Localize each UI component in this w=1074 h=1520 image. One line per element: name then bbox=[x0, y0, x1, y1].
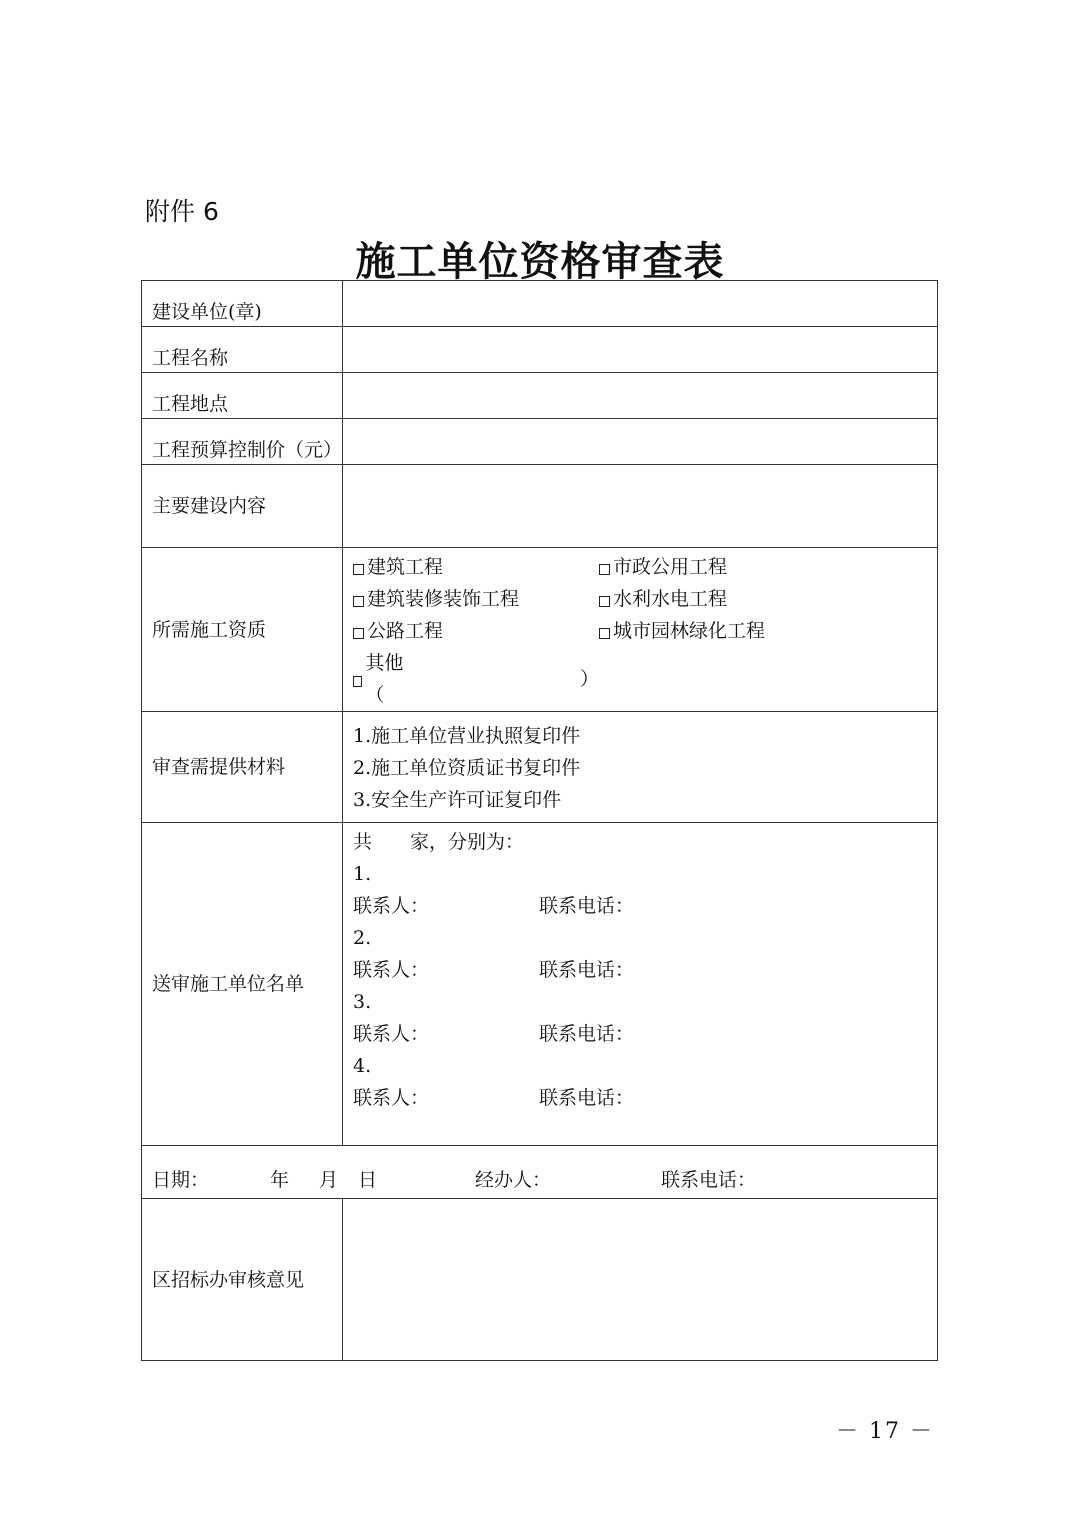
label-budget: 工程预算控制价（元） bbox=[142, 419, 343, 465]
label-review: 区招标办审核意见 bbox=[142, 1199, 343, 1361]
day-label: 日 bbox=[358, 1169, 378, 1191]
checkbox-icon[interactable] bbox=[353, 676, 362, 687]
qualification-review-form bbox=[141, 280, 938, 1361]
unit-contact: 联系人： 联系电话： bbox=[353, 1023, 635, 1045]
unit-total: 共 家，分别为： bbox=[353, 831, 525, 853]
unit-contact: 联系人： 联系电话： bbox=[353, 959, 635, 981]
material-item: 3.安全生产许可证复印件 bbox=[353, 789, 562, 811]
label-submit-list: 送审施工单位名单 bbox=[142, 823, 343, 1146]
form-row-materials bbox=[142, 712, 938, 823]
option-landscape[interactable]: 城市园林绿化工程 bbox=[599, 615, 937, 647]
material-item: 2.施工单位资质证书复印件 bbox=[353, 757, 581, 779]
checkbox-icon[interactable] bbox=[599, 564, 610, 575]
unit-contact: 联系人： 联系电话： bbox=[353, 1087, 635, 1109]
form-row-project-location bbox=[142, 373, 938, 419]
value-review[interactable] bbox=[343, 1199, 938, 1361]
year-label: 年 bbox=[270, 1169, 290, 1191]
value-project-location[interactable] bbox=[343, 373, 938, 419]
option-municipal[interactable]: 市政公用工程 bbox=[599, 551, 937, 583]
phone-label: 联系电话： bbox=[661, 1169, 757, 1191]
form-row-submit-list bbox=[142, 823, 938, 1146]
label-main-content: 主要建设内容 bbox=[142, 465, 343, 548]
value-project-name[interactable] bbox=[343, 327, 938, 373]
attachment-label: 附件 6 bbox=[145, 197, 219, 226]
form-row-date bbox=[142, 1146, 938, 1199]
option-highway[interactable]: 公路工程 bbox=[353, 615, 599, 647]
unit-contact: 联系人： 联系电话： bbox=[353, 895, 635, 917]
handler-label: 经办人： bbox=[475, 1169, 552, 1191]
option-decoration[interactable]: 建筑装修装饰工程 bbox=[353, 583, 599, 615]
checkbox-icon[interactable] bbox=[353, 628, 364, 639]
label-project-location: 工程地点 bbox=[142, 373, 343, 419]
label-builder: 建设单位(章) bbox=[142, 281, 343, 327]
unit-number: 4. bbox=[353, 1055, 372, 1077]
form-row-review bbox=[142, 1199, 938, 1361]
form-row-main-content bbox=[142, 465, 938, 548]
unit-number: 2. bbox=[353, 927, 372, 949]
option-building[interactable]: 建筑工程 bbox=[353, 551, 599, 583]
form-row-project-name bbox=[142, 327, 938, 373]
material-item: 1.施工单位营业执照复印件 bbox=[353, 725, 581, 747]
checkbox-icon[interactable] bbox=[599, 596, 610, 607]
unit-number: 1. bbox=[353, 863, 372, 885]
checkbox-icon[interactable] bbox=[353, 564, 364, 575]
date-line bbox=[142, 1146, 937, 1194]
option-water[interactable]: 水利水电工程 bbox=[599, 583, 937, 615]
form-row-builder bbox=[142, 281, 938, 327]
value-builder[interactable] bbox=[343, 281, 938, 327]
label-project-name: 工程名称 bbox=[142, 327, 343, 373]
page-number: － 17 － bbox=[836, 1419, 934, 1444]
date-label: 日期： bbox=[152, 1169, 210, 1191]
label-qualification: 所需施工资质 bbox=[142, 548, 343, 712]
checkbox-icon[interactable] bbox=[599, 628, 610, 639]
value-qualification bbox=[343, 548, 938, 712]
label-materials: 审查需提供材料 bbox=[142, 712, 343, 823]
value-budget[interactable] bbox=[343, 419, 938, 465]
value-submit-list bbox=[343, 823, 938, 1146]
option-other[interactable]: 其他（ ） bbox=[353, 647, 599, 711]
form-row-budget bbox=[142, 419, 938, 465]
checkbox-icon[interactable] bbox=[353, 596, 364, 607]
form-title: 施工单位资格审查表 bbox=[355, 238, 725, 285]
form-row-qualification bbox=[142, 548, 938, 712]
value-main-content[interactable] bbox=[343, 465, 938, 548]
unit-number: 3. bbox=[353, 991, 372, 1013]
month-label: 月 bbox=[319, 1169, 339, 1191]
value-materials bbox=[343, 712, 938, 823]
